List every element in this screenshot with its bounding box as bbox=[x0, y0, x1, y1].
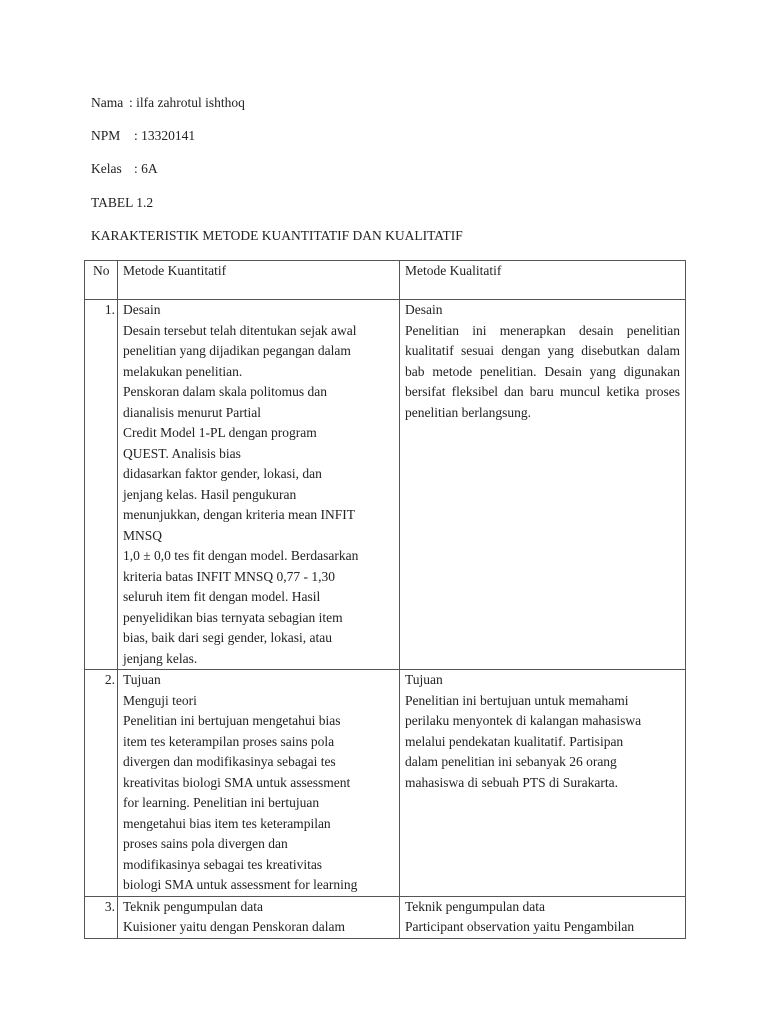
cell-title: Teknik pengumpulan data bbox=[123, 898, 264, 914]
cell-text: Kuisioner yaitu dengan Penskoran dalam bbox=[123, 919, 345, 934]
cell-text: jenjang kelas. bbox=[123, 650, 198, 666]
cell-text: melalui pendekatan kualitatif. Partisipan bbox=[405, 733, 624, 749]
table-title: KARAKTERISTIK METODE KUANTITATIF DAN KUALITATIF bbox=[91, 228, 463, 243]
cell-text: modifikasinya sebagai tes kreativitas bbox=[123, 856, 323, 872]
table-header-row bbox=[85, 261, 686, 300]
npm-line bbox=[91, 127, 195, 145]
column-header-kualitatif: Metode Kualitatif bbox=[400, 261, 686, 300]
cell-text: Menguji teori bbox=[123, 692, 197, 708]
cell-text: mengetahui bias item tes keterampilan bbox=[123, 815, 331, 831]
cell-text: seluruh item fit dengan model. Hasil bbox=[123, 589, 321, 604]
cell-text: menunjukkan, dengan kriteria mean INFIT bbox=[123, 507, 356, 522]
cell-title: Teknik pengumpulan data bbox=[405, 898, 546, 914]
cell-title: Desain bbox=[123, 302, 161, 317]
kualitatif-cell bbox=[400, 670, 686, 897]
cell-text: dianalisis menurut Partial bbox=[123, 404, 261, 420]
cell-text: proses sains pola divergen dan bbox=[123, 836, 288, 851]
cell-title: Tujuan bbox=[123, 672, 161, 687]
comparison-table bbox=[84, 260, 686, 939]
column-header-no: No bbox=[85, 261, 118, 300]
table-row bbox=[85, 670, 686, 897]
column-header-kuantitatif: Metode Kuantitatif bbox=[118, 261, 400, 300]
class-value: : 6A bbox=[134, 161, 158, 176]
name-line bbox=[91, 94, 245, 112]
name-label: Nama bbox=[91, 95, 124, 110]
class-line bbox=[91, 160, 158, 178]
npm-value: : 13320141 bbox=[134, 128, 196, 143]
cell-text: Desain tersebut telah ditentukan sejak awal bbox=[123, 322, 357, 338]
cell-text: kriteria batas INFIT MNSQ 0,77 - 1,30 bbox=[123, 568, 335, 584]
cell-text: penyelidikan bias ternyata sebagian item bbox=[123, 609, 343, 625]
cell-text: biologi SMA untuk assessment for learning bbox=[123, 877, 358, 892]
cell-text: Penskoran dalam skala politomus dan bbox=[123, 384, 327, 399]
cell-text: Credit Model 1-PL dengan program bbox=[123, 425, 317, 440]
kuantitatif-cell bbox=[118, 670, 400, 897]
cell-text: Participant observation yaitu Pengambilan bbox=[405, 919, 635, 934]
table-row bbox=[85, 896, 686, 938]
kualitatif-cell bbox=[400, 300, 686, 670]
cell-text: 1,0 ± 0,0 tes fit dengan model. Berdasarkan bbox=[123, 548, 359, 563]
cell-text: jenjang kelas. Hasil pengukuran bbox=[123, 486, 297, 502]
cell-text: divergen dan modifikasinya sebagai tes bbox=[123, 754, 336, 769]
cell-text: Penelitian ini menerapkan desain penelitian kualitatif sesuai dengan yang disebutkan dalam bab metode penelitian. Desain yang digunakan bersifat fleksibel dan baru muncul ketika proses penelitian berlangsung. bbox=[405, 322, 680, 420]
cell-text: kreativitas biologi SMA untuk assessment bbox=[123, 774, 351, 790]
kuantitatif-cell bbox=[118, 896, 400, 938]
kuantitatif-cell bbox=[118, 300, 400, 670]
cell-text: item tes keterampilan proses sains pola bbox=[123, 733, 335, 749]
row-number: 3. bbox=[85, 896, 118, 938]
row-number: 2. bbox=[85, 670, 118, 897]
npm-label: NPM bbox=[91, 128, 121, 143]
cell-text: MNSQ bbox=[123, 527, 163, 543]
table-row bbox=[85, 300, 686, 670]
cell-text: perilaku menyontek di kalangan mahasiswa bbox=[405, 713, 642, 728]
cell-title: Desain bbox=[405, 302, 443, 317]
table-number: TABEL 1.2 bbox=[91, 195, 154, 210]
cell-text: didasarkan faktor gender, lokasi, dan bbox=[123, 466, 322, 481]
cell-text: QUEST. Analisis bias bbox=[123, 445, 241, 461]
cell-text: penelitian yang dijadikan pegangan dalam bbox=[123, 343, 351, 358]
name-value: : ilfa zahrotul ishthoq bbox=[129, 95, 245, 110]
cell-text: melakukan penelitian. bbox=[123, 363, 243, 379]
kualitatif-cell bbox=[400, 896, 686, 938]
cell-text: dalam penelitian ini sebanyak 26 orang bbox=[405, 754, 617, 769]
class-label: Kelas bbox=[91, 161, 122, 176]
cell-text: bias, baik dari segi gender, lokasi, atau bbox=[123, 630, 333, 645]
cell-text: for learning. Penelitian ini bertujuan bbox=[123, 795, 320, 810]
cell-title: Tujuan bbox=[405, 672, 443, 687]
cell-text: mahasiswa di sebuah PTS di Surakarta. bbox=[405, 774, 618, 790]
cell-text: Penelitian ini bertujuan mengetahui bias bbox=[123, 713, 341, 728]
row-number: 1. bbox=[85, 300, 118, 670]
cell-text: Penelitian ini bertujuan untuk memahami bbox=[405, 692, 629, 708]
